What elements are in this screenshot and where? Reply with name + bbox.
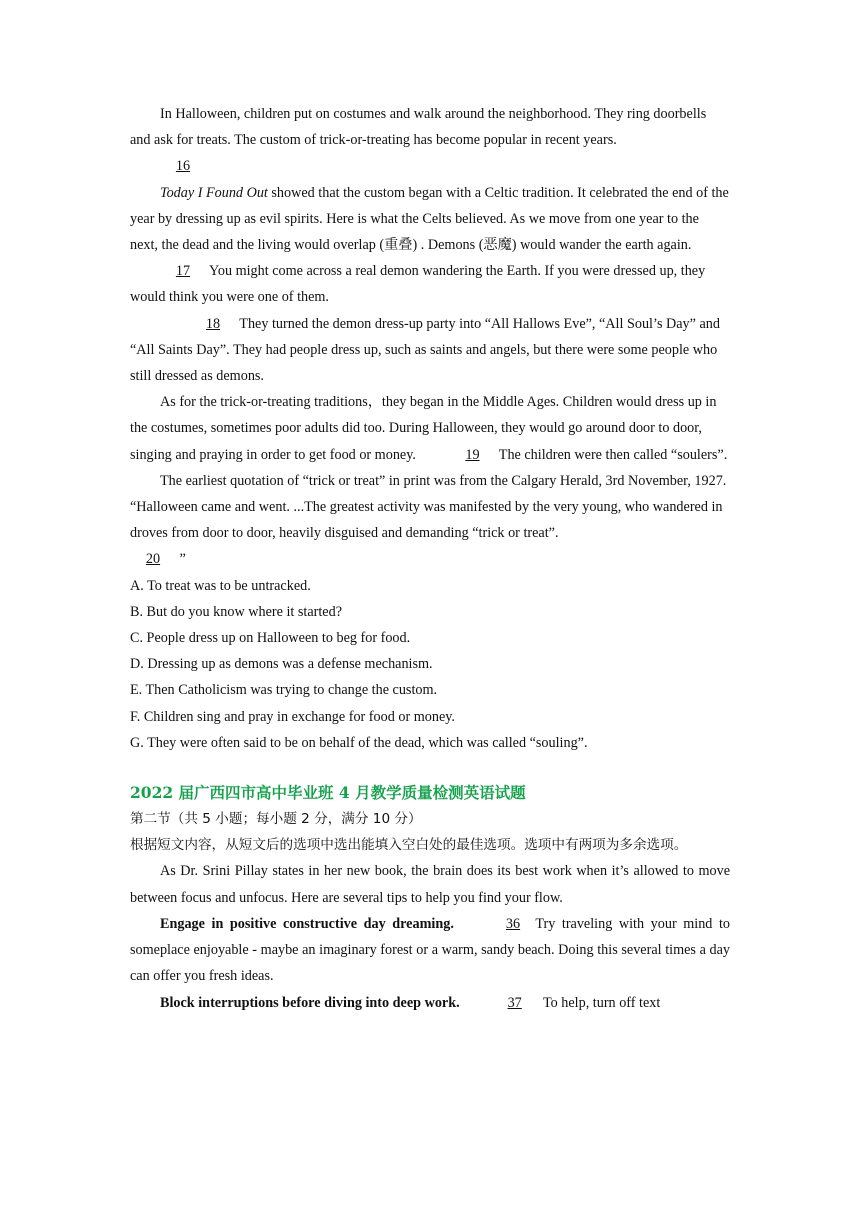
paragraph-2: Today I Found Out showed that the custom began with a Celtic tradition. It celebrated the end of the year by dressing up as evil spirits. Here is what the Celts believed. As we move from one year to the next, the dead and the living would overlap (重叠) . Demons (恶魔) would wander the earth again. 17 You might come across a real demon wandering the Earth. If you were dressed up, they would think you were one of them.: [130, 184, 729, 306]
blank-36[interactable]: 36: [505, 915, 521, 932]
option-f: F. Children sing and pray in exchange for food or money.: [130, 708, 455, 725]
option-b: B. But do you know where it started?: [130, 603, 342, 620]
blank-17[interactable]: 17: [175, 263, 191, 280]
document-page: [130, 101, 730, 1016]
paragraph-4: As for the trick-or-treating traditions，they began in the Middle Ages. Children would dress up in the costumes, sometimes poor adults did too. During Halloween, they would go around door to door, singing and praying in order to get food or money. 19 The children were then called “soulers”.: [130, 389, 730, 468]
section-subtitle: 第二节（共 5 小题；每小题 2 分，满分 10 分）: [130, 811, 422, 828]
paragraph-7: Engage in positive constructive day dreaming. 36 Try traveling with your mind to someplace enjoyable - maybe an imaginary forest or a warm, sandy beach. Doing this several times a day can offer you fresh ideas.: [130, 911, 730, 990]
paragraph-5: The earliest quotation of “trick or treat” in print was from the Calgary Herald, 3rd November, 1927. “Halloween came and went. ...The greatest activity was manifested by the very young, who wandered in droves from door to door, heavily disguised and demanding “trick or treat”. 20 ”: [130, 468, 730, 573]
section-instruction: 根据短文内容，从短文后的选项中选出能填入空白处的最佳选项。选项中有两项为多余选项。: [130, 837, 688, 854]
section-title: 2022 届广西四市高中毕业班 4 月教学质量检测英语试题: [130, 783, 526, 803]
tip-heading-2: Block interruptions before diving into deep work.: [160, 994, 460, 1011]
option-g: G. They were often said to be on behalf of the dead, which was called “souling”.: [130, 734, 588, 751]
option-e: E. Then Catholicism was trying to change the custom.: [130, 682, 438, 699]
blank-37[interactable]: 37: [507, 994, 522, 1011]
blank-20[interactable]: 20: [145, 551, 161, 568]
option-a: A. To treat was to be untracked.: [130, 577, 311, 594]
option-c: C. People dress up on Halloween to beg for food.: [130, 630, 411, 647]
paragraph-8: Block interruptions before diving into deep work. 37 To help, turn off text: [130, 990, 730, 1016]
blank-19[interactable]: 19: [465, 446, 480, 463]
option-d: D. Dressing up as demons was a defense mechanism.: [130, 656, 433, 673]
paragraph-1: In Halloween, children put on costumes and walk around the neighborhood. They ring doorbells and ask for treats. The custom of trick-or-treating has become popular in recent years. 16: [130, 101, 730, 180]
option-list: [130, 573, 730, 756]
paragraph-3: 18 They turned the demon dress-up party into “All Hallows Eve”, “All Soul’s Day” and “All Saints Day”. They had people dress up, such as saints and angels, but there were some people who still dressed as demons.: [130, 311, 730, 390]
tip-heading-1: Engage in positive constructive day dreaming.: [160, 915, 454, 932]
blank-16[interactable]: 16: [175, 158, 191, 175]
paragraph-6: As Dr. Srini Pillay states in her new book, the brain does its best work when it’s allowed to move between focus and unfocus. Here are several tips to help you find your flow.: [130, 863, 730, 906]
source-title: Today I Found Out: [160, 184, 268, 201]
blank-18[interactable]: 18: [205, 315, 221, 332]
